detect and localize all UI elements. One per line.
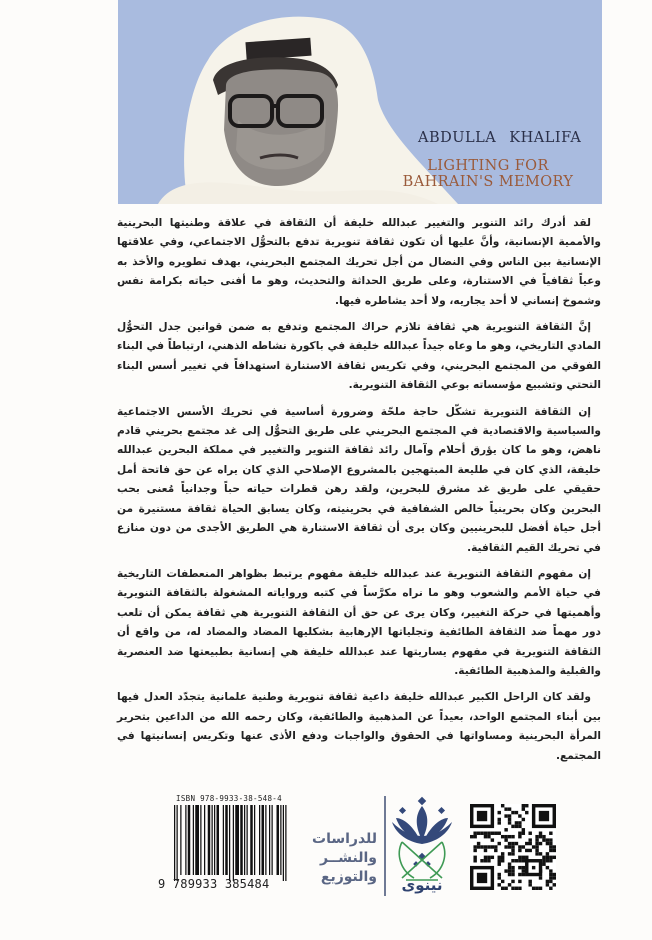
qr-module <box>515 842 518 845</box>
publisher-name: نينوى <box>401 876 443 894</box>
qr-module <box>508 869 511 872</box>
qr-module <box>528 838 531 841</box>
qr-module <box>535 842 538 845</box>
qr-module <box>549 869 552 872</box>
qr-module <box>525 856 528 859</box>
qr-module <box>480 845 483 848</box>
qr-module <box>535 838 538 841</box>
barcode-bar <box>200 805 201 875</box>
qr-module <box>539 832 542 835</box>
qr-module <box>535 845 538 848</box>
qr-module <box>522 845 525 848</box>
qr-module <box>508 835 511 838</box>
blurb-paragraph: ولقد كان الراحل الكبير عبدالله خليفة داعية ثقافة تنويرية وطنية علمانية يتجدّد العدل فيها بين أبناء المجتمع الواحد، بعيداً عن المذهبية والطائفية، وكان رحمه الله من الداعين بتحرير المرأة البحرينية ومساواتها في الحقوق والواجبات ودفع الأذى عنها وتكريس إنسانيتها في المجتمع. <box>117 691 601 762</box>
qr-module <box>508 852 511 855</box>
qr-module <box>542 856 545 859</box>
qr-module <box>553 845 556 848</box>
qr-module <box>511 880 514 883</box>
qr-module <box>522 869 525 872</box>
qr-module <box>518 873 521 876</box>
qr-code-icon[interactable] <box>470 804 556 890</box>
qr-module <box>511 859 514 862</box>
qr-module <box>518 835 521 838</box>
publisher-line-3: والتوزيع <box>320 869 378 885</box>
qr-module <box>522 832 525 835</box>
barcode-bar <box>285 805 286 881</box>
qr-module <box>487 856 490 859</box>
publisher-line-2: والنشــر <box>320 850 378 866</box>
qr-module <box>546 883 549 886</box>
qr-module <box>549 849 552 852</box>
qr-module <box>498 856 501 859</box>
qr-module <box>532 845 535 848</box>
qr-module <box>522 828 525 831</box>
qr-module <box>511 835 514 838</box>
qr-module <box>508 862 511 865</box>
qr-module <box>491 845 494 848</box>
qr-module <box>518 814 521 817</box>
qr-module <box>528 842 531 845</box>
qr-module <box>546 866 549 869</box>
qr-module <box>535 852 538 855</box>
barcode-bar <box>269 805 270 875</box>
qr-module <box>522 804 525 807</box>
qr-module <box>473 856 476 859</box>
barcode-bar <box>204 805 205 875</box>
barcode-bar <box>240 805 243 875</box>
qr-module <box>542 859 545 862</box>
qr-module <box>549 876 552 879</box>
qr-module <box>477 832 480 835</box>
qr-module <box>518 849 521 852</box>
qr-module <box>518 866 521 869</box>
qr-module <box>501 887 504 890</box>
qr-module <box>501 852 504 855</box>
qr-module <box>477 842 480 845</box>
barcode-bar <box>247 805 248 875</box>
qr-module <box>546 880 549 883</box>
qr-module <box>498 811 501 814</box>
qr-module <box>522 859 525 862</box>
barcode-bar <box>223 805 224 875</box>
barcode-bar <box>177 805 178 881</box>
qr-module <box>539 852 542 855</box>
publisher-line-1: للدراسات <box>312 831 378 847</box>
cover-title-line-1: LIGHTING FOR <box>427 158 549 174</box>
back-matter <box>0 790 652 930</box>
barcode-bar <box>272 805 273 875</box>
qr-module <box>549 832 552 835</box>
qr-module <box>511 845 514 848</box>
qr-module <box>549 880 552 883</box>
qr-module <box>491 856 494 859</box>
qr-module <box>473 832 476 835</box>
qr-module <box>498 862 501 865</box>
qr-module <box>511 852 514 855</box>
qr-module <box>491 838 494 841</box>
qr-module <box>504 807 507 810</box>
blurb-paragraph: إن مفهوم الثقافة التنويرية عند عبدالله خليفة مفهوم يرتبط بظواهر المنعطفات التاريخية في حياة الأمم والشعوب وهو ما نراه مكرَّساً في كتبه ورواياته المشغولة بالثقافة التنويرية وأهميتها في حركة التغيير، وكان يرى عن حق أن الثقافة التنويرية هي ثقافة يمكن أن تلعب دور مهماً ضد الثقافة الطائفية وتجلياتها الإرهابية بشكليها المضاد والمضاد له، من واقع أن الثقافة التنويرية في مفهوم يساريتها عند عبدالله خليفة هي إنسانية بطبيعتها ضد العنصرية والقبلية والمذهبية الطائفية. <box>117 567 601 677</box>
qr-module <box>484 832 487 835</box>
qr-module <box>504 845 507 848</box>
qr-module <box>511 825 514 828</box>
barcode-bar <box>262 805 265 875</box>
qr-module <box>546 842 549 845</box>
qr-module <box>549 873 552 876</box>
qr-module <box>539 811 549 821</box>
qr-module <box>484 845 487 848</box>
barcode-bar <box>214 805 215 875</box>
barcode-bar <box>283 805 284 881</box>
qr-module <box>549 859 552 862</box>
qr-module <box>508 866 511 869</box>
isbn-label: ISBN 978-9933-38-548-4 <box>176 794 282 803</box>
qr-module <box>498 818 501 821</box>
qr-module <box>487 859 490 862</box>
qr-module <box>525 842 528 845</box>
qr-module <box>542 862 545 865</box>
barcode-bar <box>259 805 260 875</box>
qr-module <box>546 852 549 855</box>
barcode-bar <box>225 805 228 875</box>
qr-module <box>484 859 487 862</box>
qr-module <box>522 807 525 810</box>
barcode-bar <box>229 805 230 881</box>
qr-module <box>525 804 528 807</box>
qr-module <box>508 818 511 821</box>
qr-module <box>518 856 521 859</box>
qr-module <box>546 859 549 862</box>
qr-module <box>539 887 542 890</box>
qr-module <box>515 859 518 862</box>
qr-module <box>508 821 511 824</box>
cover-author-name: ABDULLA KHALIFA <box>418 130 582 146</box>
qr-module <box>498 883 501 886</box>
publisher-tagline <box>312 830 377 887</box>
barcode-bar <box>180 805 181 875</box>
qr-module <box>477 845 480 848</box>
barcode-bar <box>217 805 220 875</box>
qr-module <box>528 883 531 886</box>
barcode-bar <box>233 805 234 881</box>
barcode-bar <box>174 805 175 881</box>
qr-module <box>522 866 525 869</box>
barcode-bar <box>235 805 239 875</box>
qr-module <box>473 849 476 852</box>
qr-module <box>501 835 504 838</box>
qr-module <box>518 825 521 828</box>
qr-module <box>494 832 497 835</box>
blurb-text <box>117 214 601 773</box>
qr-module <box>504 828 507 831</box>
ean-digits: 9 789933 385484 <box>158 877 270 891</box>
qr-module <box>508 883 511 886</box>
qr-module <box>549 856 552 859</box>
cover-book-title <box>383 158 593 190</box>
qr-module <box>553 876 556 879</box>
publisher-divider <box>384 796 386 896</box>
barcode-bar <box>265 805 266 875</box>
qr-module <box>504 814 507 817</box>
qr-module <box>511 873 514 876</box>
qr-module <box>535 887 538 890</box>
blurb-paragraph: إن الثقافة التنويرية تشكّل حاجة ملحّة وضرورة أساسية في تحريك الأسس الاجتماعية والسياسية والاقتصادية في المجتمع البحريني على طريق التحوُّل إلى غد مجتمع بحريني قادم ناهض، وهو ما كان يؤرق أحلام وآمال رائد ثقافة التنوير والتغيير في مملكة البحرين عبدالله خليفة، الذي كان في طليعة المبتهجين بالمشروع الإصلاحي الذي كان يراه عن حق فاتحة أمل حقيقي على طريق غد مشرق للبحرين، ولقد رهن قطرات حياته حباً وجدانياً مُعنى بحب البحرين وكان بحرينياً خالص الشفافية في بحرينيته، وكان يسابق الحياة ثقافة مستنيرة من أجل حياة أفضل للبحرينيين وكان يرى أن ثقافة الاستنارة هي الطريق الأجدى من دون منازع في تحريك القيم الثقافية. <box>117 405 601 554</box>
qr-module <box>528 832 531 835</box>
qr-module <box>542 835 545 838</box>
qr-module <box>528 880 531 883</box>
blurb-paragraph: لقد أدرك رائد التنوير والتغيير عبدالله خليفة أن الثقافة في علاقة وطنيتها البحرينية والأممية الإنسانية، وأنَّ عليها أن تكون ثقافة تنويرية تدفع بالتحوُّل الاجتماعي، وفي علاقتها الإنسانية بين الناس وفي النضال من أجل تحريك المجتمع البحريني، بهدف تطويره والأخذ به وعياً ثقافياً في الاستنارة، وعلى طريق الحداثة والتحديث، وهو ما أفنى حياته بكرامة نفس وشموخ إنساني لا أحد يجاريه، ولا أحد يشاطره فيها. <box>117 217 601 307</box>
barcode-bar <box>208 805 211 875</box>
qr-module <box>511 849 514 852</box>
qr-module <box>549 838 552 841</box>
qr-module <box>487 845 490 848</box>
barcode-bar <box>277 805 280 875</box>
qr-module <box>470 835 473 838</box>
qr-module <box>508 814 511 817</box>
qr-module <box>501 804 504 807</box>
barcode-bar <box>195 805 199 875</box>
qr-module <box>546 856 549 859</box>
qr-module <box>522 873 525 876</box>
isbn-barcode-block <box>158 794 292 894</box>
qr-module <box>549 845 552 848</box>
qr-module <box>535 835 538 838</box>
qr-module <box>484 835 487 838</box>
barcode-bar <box>254 805 255 875</box>
barcode-bar <box>244 805 245 875</box>
qr-module <box>473 859 476 862</box>
qr-module <box>487 835 490 838</box>
cover-title-line-2: BAHRAIN'S MEMORY <box>402 174 574 190</box>
qr-module <box>532 887 535 890</box>
qr-module <box>484 849 487 852</box>
qr-module <box>511 842 514 845</box>
qr-module <box>553 849 556 852</box>
qr-module <box>498 873 501 876</box>
qr-module <box>504 887 507 890</box>
cover-photo-panel <box>118 0 602 204</box>
barcode-bar <box>212 805 213 875</box>
qr-module <box>498 876 501 879</box>
qr-module <box>515 887 518 890</box>
qr-module <box>498 859 501 862</box>
qr-module <box>539 876 542 879</box>
qr-module <box>518 832 521 835</box>
qr-module <box>498 821 501 824</box>
qr-module <box>511 869 514 872</box>
qr-module <box>515 811 518 814</box>
qr-module <box>511 887 514 890</box>
qr-module <box>484 856 487 859</box>
qr-module <box>511 811 514 814</box>
qr-module <box>508 807 511 810</box>
qr-module <box>473 845 476 848</box>
barcode-icon <box>172 805 292 883</box>
qr-module <box>501 880 504 883</box>
qr-module <box>539 842 542 845</box>
qr-module <box>480 859 483 862</box>
qr-module <box>518 859 521 862</box>
qr-module <box>522 856 525 859</box>
qr-module <box>549 887 552 890</box>
qr-module <box>504 835 507 838</box>
qr-module <box>553 873 556 876</box>
qr-module <box>480 832 483 835</box>
qr-module <box>553 883 556 886</box>
qr-module <box>508 845 511 848</box>
qr-module <box>518 880 521 883</box>
qr-module <box>539 835 542 838</box>
qr-module <box>542 838 545 841</box>
blurb-paragraph: إنَّ الثقافة التنويرية هي ثقافة تلازم حراك المجتمع وتدفع به ضمن قوانين جدل التحوُّل المادي التاريخي، وهو ما وعاه جيداً عبدالله خليفة في باكورة نشاطه الذهني، ارتباطاً في البناء الفوقي من المجتمع البحريني، وفي تكريس ثقافة الاستنارة استهدافاً في تغيير أسس البناء التحتي وتشبيع مؤسساته بوعي الثقافة التنويرية. <box>117 321 601 392</box>
qr-module <box>515 825 518 828</box>
barcode-bar <box>250 805 253 875</box>
barcode-bar <box>188 805 191 875</box>
qr-module <box>477 811 487 821</box>
qr-module <box>508 842 511 845</box>
qr-module <box>498 842 501 845</box>
qr-module <box>498 832 501 835</box>
qr-module <box>518 887 521 890</box>
qr-module <box>549 842 552 845</box>
barcode-bar <box>280 805 281 875</box>
qr-module <box>546 838 549 841</box>
qr-module <box>525 849 528 852</box>
qr-module <box>504 869 507 872</box>
qr-module <box>532 866 535 869</box>
qr-module <box>515 821 518 824</box>
qr-module <box>487 832 490 835</box>
barcode-bar <box>185 805 186 875</box>
qr-module <box>494 849 497 852</box>
qr-module <box>494 845 497 848</box>
qr-module <box>553 856 556 859</box>
qr-module <box>473 835 476 838</box>
qr-module <box>535 849 538 852</box>
qr-module <box>518 821 521 824</box>
qr-module <box>491 832 494 835</box>
qr-module <box>528 849 531 852</box>
qr-module <box>522 818 525 821</box>
qr-module <box>501 859 504 862</box>
qr-module <box>525 811 528 814</box>
qr-module <box>508 873 511 876</box>
barcode-bar <box>193 805 194 875</box>
qr-module <box>504 838 507 841</box>
qr-module <box>511 866 514 869</box>
qr-module <box>477 873 487 883</box>
qr-module <box>518 845 521 848</box>
qr-module <box>501 856 504 859</box>
